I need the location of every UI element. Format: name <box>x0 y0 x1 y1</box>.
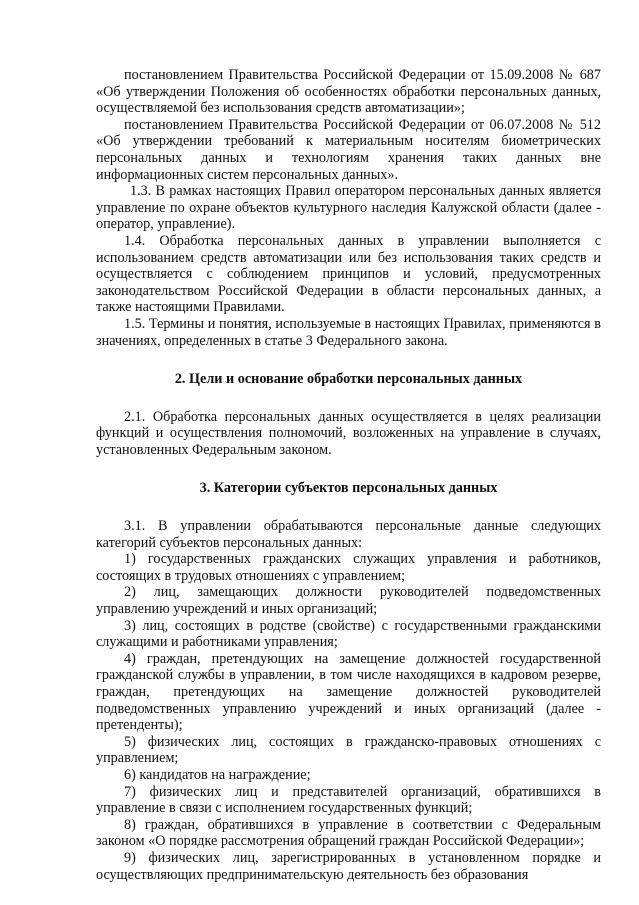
spacer <box>96 388 601 409</box>
list-item-9: 9) физических лиц, зарегистрированных в установленном порядке и осуществляющих предпринимательскую деятельность без образования <box>96 849 601 883</box>
list-item-5: 5) физических лиц, состоящих в гражданско-правовых отношениях с управлением; <box>96 733 601 767</box>
paragraph-1-4: 1.4. Обработка персональных данных в управлении выполняется с использованием средств автоматизации или без использования таких средств и осуществляется с соблюдением принципов и условий, предусмотренных законодательством Российской Федерации в области персональных данных, а также настоящими Правилами. <box>96 232 601 316</box>
document-body <box>96 67 601 883</box>
spacer <box>96 349 601 371</box>
paragraph-decree-512: постановлением Правительства Российской Федерации от 06.07.2008 № 512 «Об утверждении требований к материальным носителям биометрических персональных данных и технологиям хранения таких данных вне информационных систем персональных данных». <box>96 116 601 183</box>
section-3-heading: 3. Категории субъектов персональных данных <box>199 480 498 497</box>
spacer <box>96 458 601 480</box>
list-item-2: 2) лиц, замещающих должности руководителей подведомственных управлению учреждений и иных организаций; <box>96 584 601 618</box>
list-item-6: 6) кандидатов на награждение; <box>124 766 311 783</box>
paragraph-1-5: 1.5. Термины и понятия, используемые в настоящих Правилах, применяются в значениях, определенных в статье 3 Федерального закона. <box>96 315 601 349</box>
list-item-1: 1) государственных гражданских служащих управления и работников, состоящих в трудовых отношениях с управлением; <box>96 551 601 584</box>
list-item-3: 3) лиц, состоящих в родстве (свойстве) с государственными гражданскими служащими и работниками управления; <box>96 617 601 651</box>
paragraph-decree-687: постановлением Правительства Российской Федерации от 15.09.2008 № 687 «Об утверждении Положения об особенностях обработки персональных данных, осуществляемой без использования средств автоматизации»; <box>96 67 601 117</box>
paragraph-3-1: 3.1. В управлении обрабатываются персональные данные следующих категорий субъектов персональных данных: <box>96 518 601 551</box>
paragraph-1-3: 1.3. В рамках настоящих Правил оператором персональных данных является управление по охране объектов культурного наследия Калужской области (далее - оператор, управление). <box>96 183 601 233</box>
spacer <box>96 497 601 518</box>
list-item-7: 7) физических лиц и представителей организаций, обратившихся в управление в связи с исполнением государственных функций; <box>96 783 601 817</box>
list-item-4: 4) граждан, претендующих на замещение должностей государственной гражданской службы в управлении, в том числе находящихся в кадровом резерве, граждан, претендующих на замещение должностей руководителей подведомственных управлению учреждений и иных организаций (далее - претенденты); <box>96 650 601 734</box>
section-2-heading: 2. Цели и основание обработки персональных данных <box>174 371 523 388</box>
paragraph-2-1: 2.1. Обработка персональных данных осуществляется в целях реализации функций и осуществления полномочий, возложенных на управление в случаях, установленных Федеральным законом. <box>96 408 601 458</box>
list-item-8: 8) граждан, обратившихся в управление в соответствии с Федеральным законом «О порядке рассмотрения обращений граждан Российской Федерации»; <box>96 816 601 850</box>
